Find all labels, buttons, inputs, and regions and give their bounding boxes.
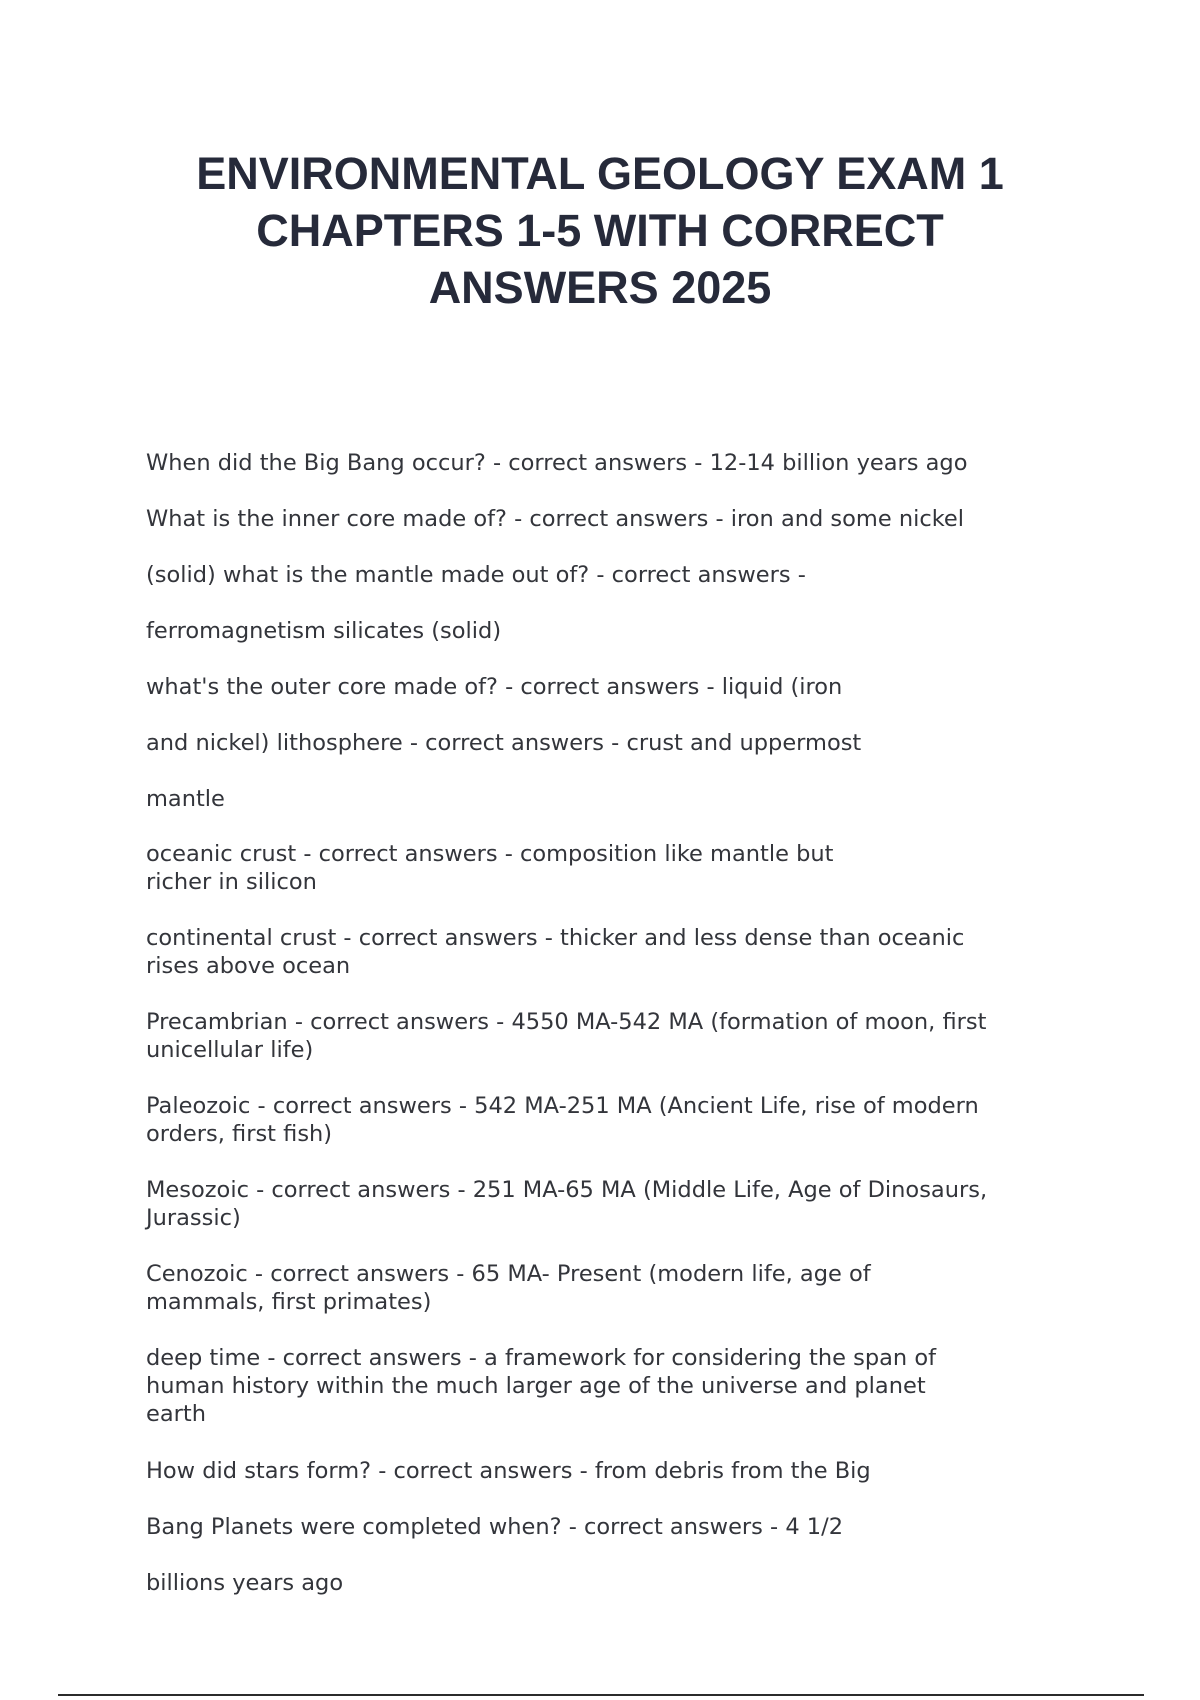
text-line: and nickel) lithosphere - correct answers - crust and uppermost (146, 730, 862, 756)
paragraph-line: deep time - correct answers - a framework for considering the span of (146, 1345, 937, 1371)
text-line: billions years ago (146, 1570, 344, 1596)
paragraph-line: Jurassic) (146, 1205, 241, 1231)
paragraph-line: richer in silicon (146, 869, 317, 895)
text-line: When did the Big Bang occur? - correct answers - 12-14 billion years ago (146, 450, 968, 476)
text-line: (solid) what is the mantle made out of? - correct answers - (146, 562, 806, 588)
paragraph-line: Mesozoic - correct answers - 251 MA-65 MA (Middle Life, Age of Dinosaurs, (146, 1177, 988, 1203)
document-title (100, 145, 1100, 316)
qa-paragraph (146, 1260, 1066, 1316)
text-line: mantle (146, 786, 225, 812)
title-line: CHAPTERS 1-5 WITH CORRECT (256, 205, 944, 256)
title-line: ENVIRONMENTAL GEOLOGY EXAM 1 (196, 148, 1004, 199)
document-body (146, 448, 1066, 1624)
paragraph-line: unicellular life) (146, 1037, 314, 1063)
paragraph-line: orders, first fish) (146, 1121, 333, 1147)
qa-paragraph (146, 924, 1066, 980)
text-line: How did stars form? - correct answers - from debris from the Big (146, 1458, 871, 1484)
qa-paragraph (146, 1008, 1066, 1064)
text-line: ferromagnetism silicates (solid) (146, 618, 502, 644)
paragraph-line: mammals, first primates) (146, 1289, 432, 1315)
paragraph-line: continental crust - correct answers - thicker and less dense than oceanic (146, 925, 965, 951)
qa-paragraph (146, 840, 1066, 896)
page-bottom-divider (58, 1694, 1144, 1696)
text-line: Bang Planets were completed when? - correct answers - 4 1/2 (146, 1514, 844, 1540)
text-line: what's the outer core made of? - correct answers - liquid (iron (146, 674, 843, 700)
paragraph-line: Paleozoic - correct answers - 542 MA-251 MA (Ancient Life, rise of modern (146, 1093, 979, 1119)
qa-paragraph (146, 1176, 1066, 1232)
qa-paragraph (146, 1344, 1066, 1428)
paragraph-line: earth (146, 1401, 206, 1427)
paragraph-line: oceanic crust - correct answers - composition like mantle but (146, 841, 834, 867)
paragraph-line: rises above ocean (146, 953, 351, 979)
paragraph-line: Cenozoic - correct answers - 65 MA- Present (modern life, age of (146, 1261, 871, 1287)
qa-paragraph (146, 1092, 1066, 1148)
paragraph-line: human history within the much larger age of the universe and planet (146, 1373, 926, 1399)
text-line: What is the inner core made of? - correct answers - iron and some nickel (146, 506, 965, 532)
title-line: ANSWERS 2025 (428, 262, 772, 313)
paragraph-line: Precambrian - correct answers - 4550 MA-542 MA (formation of moon, first (146, 1009, 987, 1035)
